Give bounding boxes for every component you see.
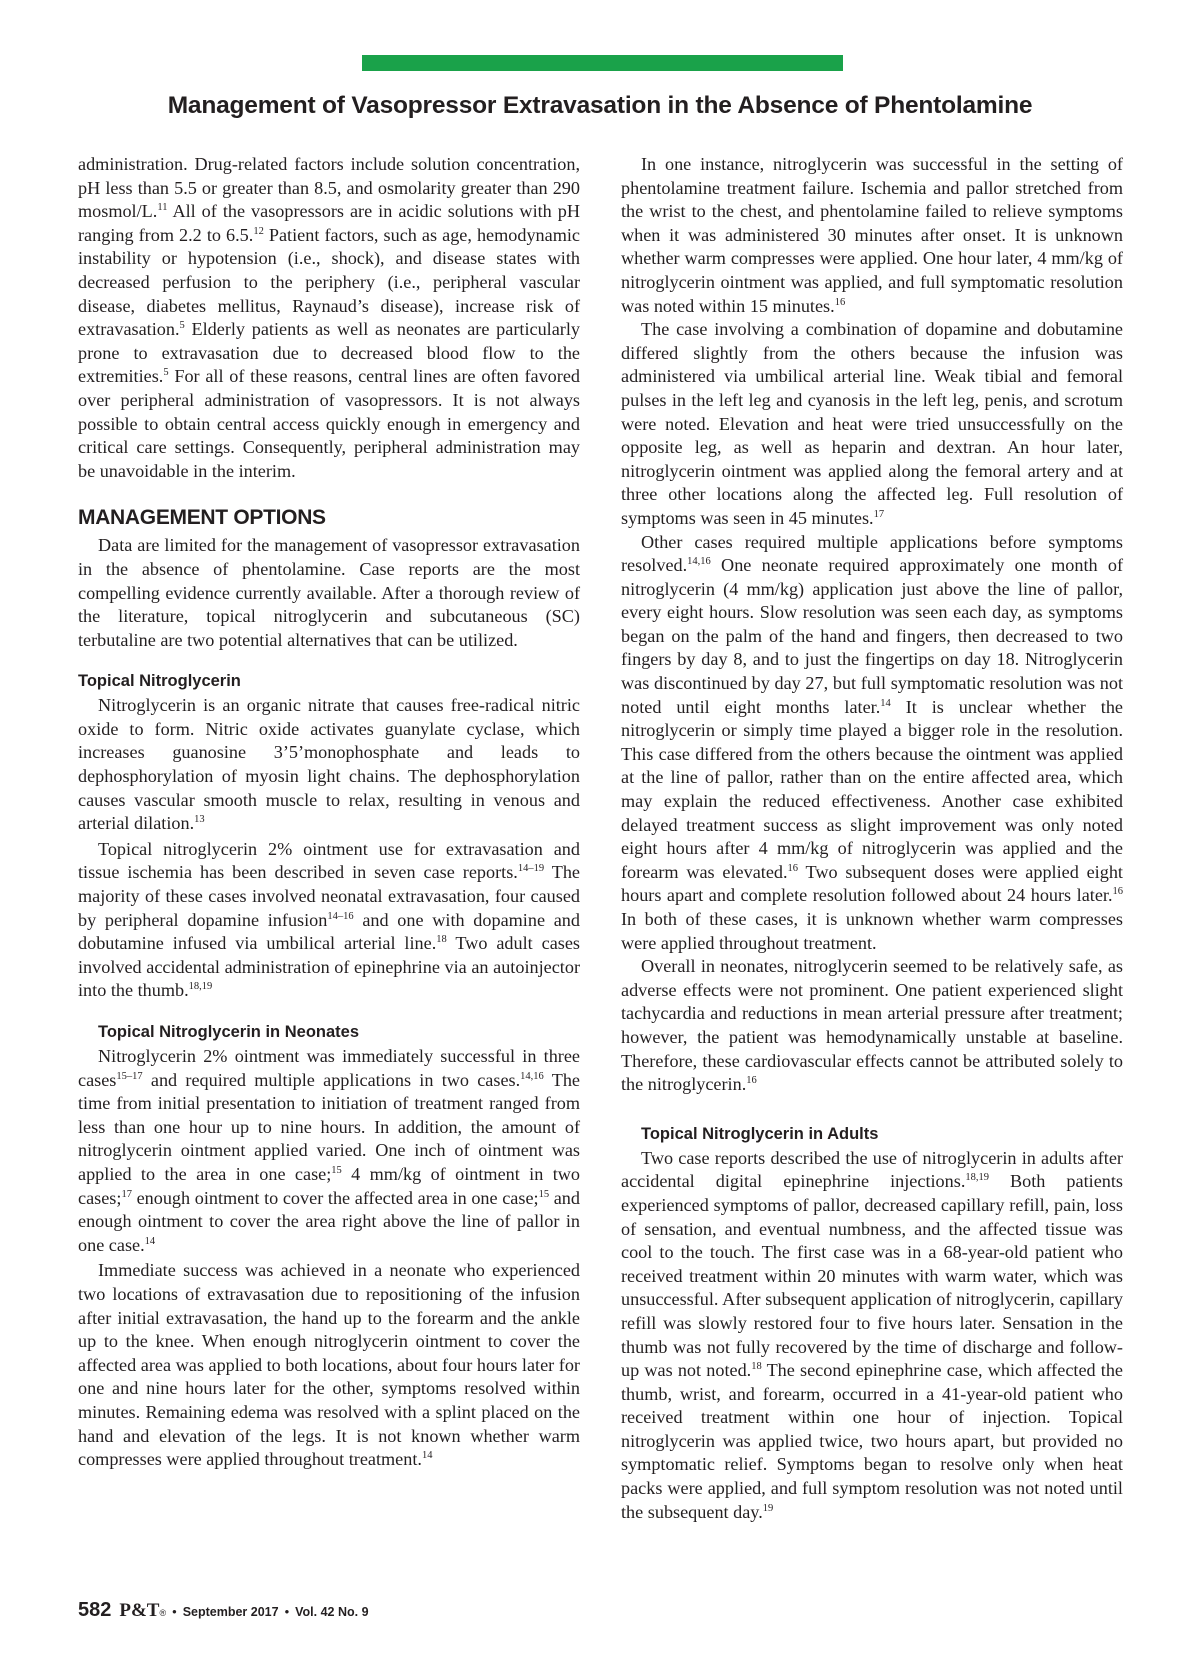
- paragraph-text: Elderly patients as well as neonates are particularly prone to extravasation due to decreased blood flow to the extremities.: [78, 319, 580, 387]
- citation-superscript: 14,16: [687, 556, 711, 568]
- paragraph-text: Topical nitroglycerin 2% ointment use for extravasation and tissue ischemia has been described in seven case reports.: [78, 838, 580, 883]
- paragraph-text: The second epinephrine case, which affected the thumb, wrist, and forearm, occurred in a 41-year-old patient who received treatment within one hour of injection. Topical nitroglycerin was applied twice, two hours apart, but provided no symptomatic relief. Symptoms began to resolve only when heat packs were applied, and full symptom resolution was not noted until the subsequent day.: [621, 1360, 1124, 1522]
- paragraph: [78, 838, 580, 1003]
- citation-superscript: 16: [1112, 886, 1123, 898]
- paragraph-text: 4 mm/kg of ointment in two cases;: [78, 1163, 580, 1208]
- citation-superscript: 17: [121, 1188, 132, 1200]
- paragraph-text: For all of these reasons, central lines are often favored over peripheral administration of vasopressors. It is not always possible to obtain central access quickly enough in emergency and critical care settings. Consequently, peripheral administration may be unavoidable in the interim.: [78, 366, 580, 481]
- paragraph-text: Nitroglycerin is an organic nitrate that causes free-radical nitric oxide to form. Nitric oxide activates guanylate cyclase, which increases guanosine 3’5’monophosphate and leads to dephosphorylation of myosin light chains. The dephosphorylation causes vascular smooth muscle to relax, resulting in venous and arterial dilation.: [78, 695, 580, 834]
- citation-superscript: 18,19: [965, 1172, 989, 1184]
- paragraph-text: One neonate required approximately one month of nitroglycerin (4 mm/kg) application just above the line of pallor, every eight hours. Slow resolution was seen each day, as symptoms began on the palm of the hand and fingers, then decreased to two fingers by day 8, and to just the fingertips on day 18. Nitroglycerin was discontinued by day 27, but full symptomatic resolution was not noted until eight months later.: [621, 555, 1123, 717]
- footer-bullet: •: [172, 1604, 177, 1619]
- paragraph-text: Immediate success was achieved in a neonate who experienced two locations of extravasation due to repositioning of the infusion after initial extravasation, the hand up to the forearm and the ankle up to the knee. When enough nitroglycerin ointment to cover the affected area was applied to both locations, about four hours later for one and nine hours later for the other, symptoms resolved within minutes. Remaining edema was resolved with a splint placed on the hand and elevation of the legs. It is not known whether warm compresses were applied throughout treatment.: [78, 1260, 580, 1470]
- header-color-bar: [362, 55, 843, 71]
- citation-superscript: 16: [787, 862, 799, 874]
- left-column: [78, 153, 580, 1472]
- paragraph-text: It is unclear whether the nitroglycerin or simply time played a bigger role in the resolution. This case differed from the others because the ointment was applied at the line of pallor, rather than on the entire affected area, which may explain the reduced effectiveness. Another case exhibited delayed treatment success as slight improvement was only noted eight hours after 4 mm/kg of nitroglycerin was applied and the forearm was elevated.: [621, 696, 1123, 882]
- citation-superscript: 15: [538, 1188, 550, 1200]
- citation-superscript: 14–16: [327, 910, 354, 922]
- page-number: 582: [78, 1599, 112, 1621]
- citation-superscript: 11: [157, 202, 168, 214]
- citation-superscript: 5: [179, 320, 185, 332]
- volume-issue: Vol. 42 No. 9: [295, 1605, 369, 1619]
- subsubsection-heading-adults: Topical Nitroglycerin in Adults: [641, 1124, 879, 1143]
- citation-superscript: 12: [253, 225, 264, 237]
- citation-superscript: 18,19: [188, 981, 213, 993]
- right-column: [621, 153, 1123, 1524]
- journal-name: P&T: [119, 1600, 160, 1621]
- citation-superscript: 16: [746, 1075, 757, 1087]
- section-heading-management-options: MANAGEMENT OPTIONS: [78, 506, 326, 530]
- citation-superscript: 19: [762, 1502, 774, 1514]
- paragraph-text: All of the vasopressors are in acidic solutions with pH ranging from 2.2 to 6.5.: [78, 201, 580, 245]
- footer-bullet: •: [284, 1604, 290, 1619]
- paragraph-text: The time from initial presentation to initiation of treatment ranged from less than one hour up to nine hours. In addition, the amount of nitroglycerin ointment applied varied. One inch of ointment was applied to the area in one case;: [78, 1069, 581, 1184]
- paragraph-text: and enough ointment to cover the area right above the line of pallor in one case.: [78, 1187, 580, 1255]
- paragraph-text: Two subsequent doses were applied eight hours apart and complete resolution followed about 24 hours later.: [621, 861, 1123, 906]
- citation-superscript: 13: [194, 814, 205, 826]
- paragraph: [78, 1045, 580, 1257]
- paragraph-text: The majority of these cases involved neonatal extravasation, four caused by peripheral dopamine infusion: [78, 862, 580, 930]
- issue-date: September 2017: [182, 1605, 279, 1619]
- citation-superscript: 16: [834, 296, 846, 308]
- page-footer: [78, 1599, 369, 1622]
- paragraph-text: Other cases required multiple applications before symptoms resolved.: [621, 531, 1123, 576]
- citation-superscript: 14: [421, 1450, 433, 1462]
- paragraph: [621, 955, 1123, 1097]
- citation-superscript: 14–19: [517, 863, 545, 875]
- paragraph: [621, 318, 1123, 530]
- paragraph-text: In one instance, nitroglycerin was successful in the setting of phentolamine treatment failure. Ischemia and pallor stretched from the wrist to the chest, and phentolamine failed to relieve symptoms when it was administered 30 minutes after onset. It is unknown whether warm compresses were applied. One hour later, 4 mm/kg of nitroglycerin ointment was applied, and full symptomatic resolution was noted within 15 minutes.: [621, 154, 1123, 316]
- paragraph-text: Two case reports described the use of nitroglycerin in adults after accidental digital epinephrine injections.: [621, 1147, 1123, 1192]
- paragraph-text: and one with dopamine and dobutamine infused via umbilical arterial line.: [78, 909, 580, 954]
- paragraph-text: The case involving a combination of dopamine and dobutamine differed slightly from the others because the infusion was administered via umbilical arterial line. Weak tibial and femoral pulses in the left leg and cyanosis in the left leg, penis, and scrotum were noted. Elevation and heat were tried unsuccessfully on the opposite leg, as well as heparin and dextran. An hour later, nitroglycerin ointment was applied along the femoral artery and at three other locations along the affected leg. Full resolution of symptoms was seen in 45 minutes.: [621, 319, 1123, 528]
- registered-mark: ®: [159, 1608, 167, 1618]
- citation-superscript: 17: [873, 508, 885, 520]
- paragraph-text: Patient factors, such as age, hemodynamic instability or hypotension (i.e., shock), and disease states with decreased perfusion to the periphery (i.e., peripheral vascular disease, diabetes mellitus, Raynaud’s disease), increase risk of extravasation.: [78, 224, 580, 340]
- paragraph: [78, 153, 580, 483]
- paragraph: [621, 153, 1123, 318]
- subsubsection-heading-neonates: Topical Nitroglycerin in Neonates: [98, 1023, 359, 1041]
- subsection-heading-topical-nitroglycerin: Topical Nitroglycerin: [78, 672, 241, 691]
- paragraph-text: enough ointment to cover the affected area in one case;: [131, 1187, 539, 1208]
- paragraph: [621, 1147, 1123, 1525]
- paragraph-text: Nitroglycerin 2% ointment was immediately successful in three cases: [78, 1046, 580, 1090]
- citation-superscript: 15–17: [116, 1070, 143, 1082]
- running-title: Management of Vasopressor Extravasation in the Absence of Phentolamine: [167, 92, 1033, 119]
- citation-superscript: 15: [331, 1164, 342, 1176]
- citation-superscript: 14,16: [520, 1070, 544, 1082]
- citation-superscript: 5: [163, 367, 169, 379]
- paragraph: Data are limited for the management of vasopressor extravasation in the absence of phentolamine. Case reports are the most compelling evidence currently available. After a thorough review of the literature, topical nitroglycerin and subcutaneous (SC) terbutaline are two potential alternatives that can be utilized.: [78, 535, 580, 650]
- paragraph-text: Both patients experienced symptoms of pallor, decreased capillary refill, pain, loss of sensation, and eventual numbness, and the affected tissue was cool to the touch. The first case was in a 68-year-old patient who received treatment within 20 minutes with warm water, which was unsuccessful. After subsequent application of nitroglycerin, capillary refill was slowly restored four to five hours later. Sensation in the thumb was not fully recovered by the time of discharge and follow-up was not noted.: [621, 1171, 1123, 1381]
- paragraph: [78, 694, 580, 836]
- citation-superscript: 18: [436, 934, 447, 946]
- paragraph-text: Two adult cases involved accidental administration of epinephrine via an autoinjector into the thumb.: [78, 933, 580, 1001]
- citation-superscript: 14: [880, 697, 891, 709]
- paragraph-text: Overall in neonates, nitroglycerin seemed to be relatively safe, as adverse effects were not prominent. One patient experienced slight tachycardia and reductions in mean arterial pressure after treatment; however, the patient was hemodynamically unstable at baseline. Therefore, these cardiovascular effects cannot be attributed solely to the nitroglycerin.: [621, 956, 1123, 1095]
- paragraph-text: administration. Drug-related factors include solution concentration, pH less than 5.5 or greater than 8.5, and osmolarity greater than 290 mosmol/L.: [78, 154, 580, 222]
- citation-superscript: 18: [751, 1361, 762, 1373]
- paragraph-text: In both of these cases, it is unknown whether warm compresses were applied throughout treatment.: [621, 909, 1123, 953]
- citation-superscript: 14: [144, 1235, 156, 1247]
- paragraph: [78, 1259, 580, 1471]
- paragraph: [621, 531, 1123, 956]
- paragraph-text: and required multiple applications in two cases.: [142, 1069, 521, 1090]
